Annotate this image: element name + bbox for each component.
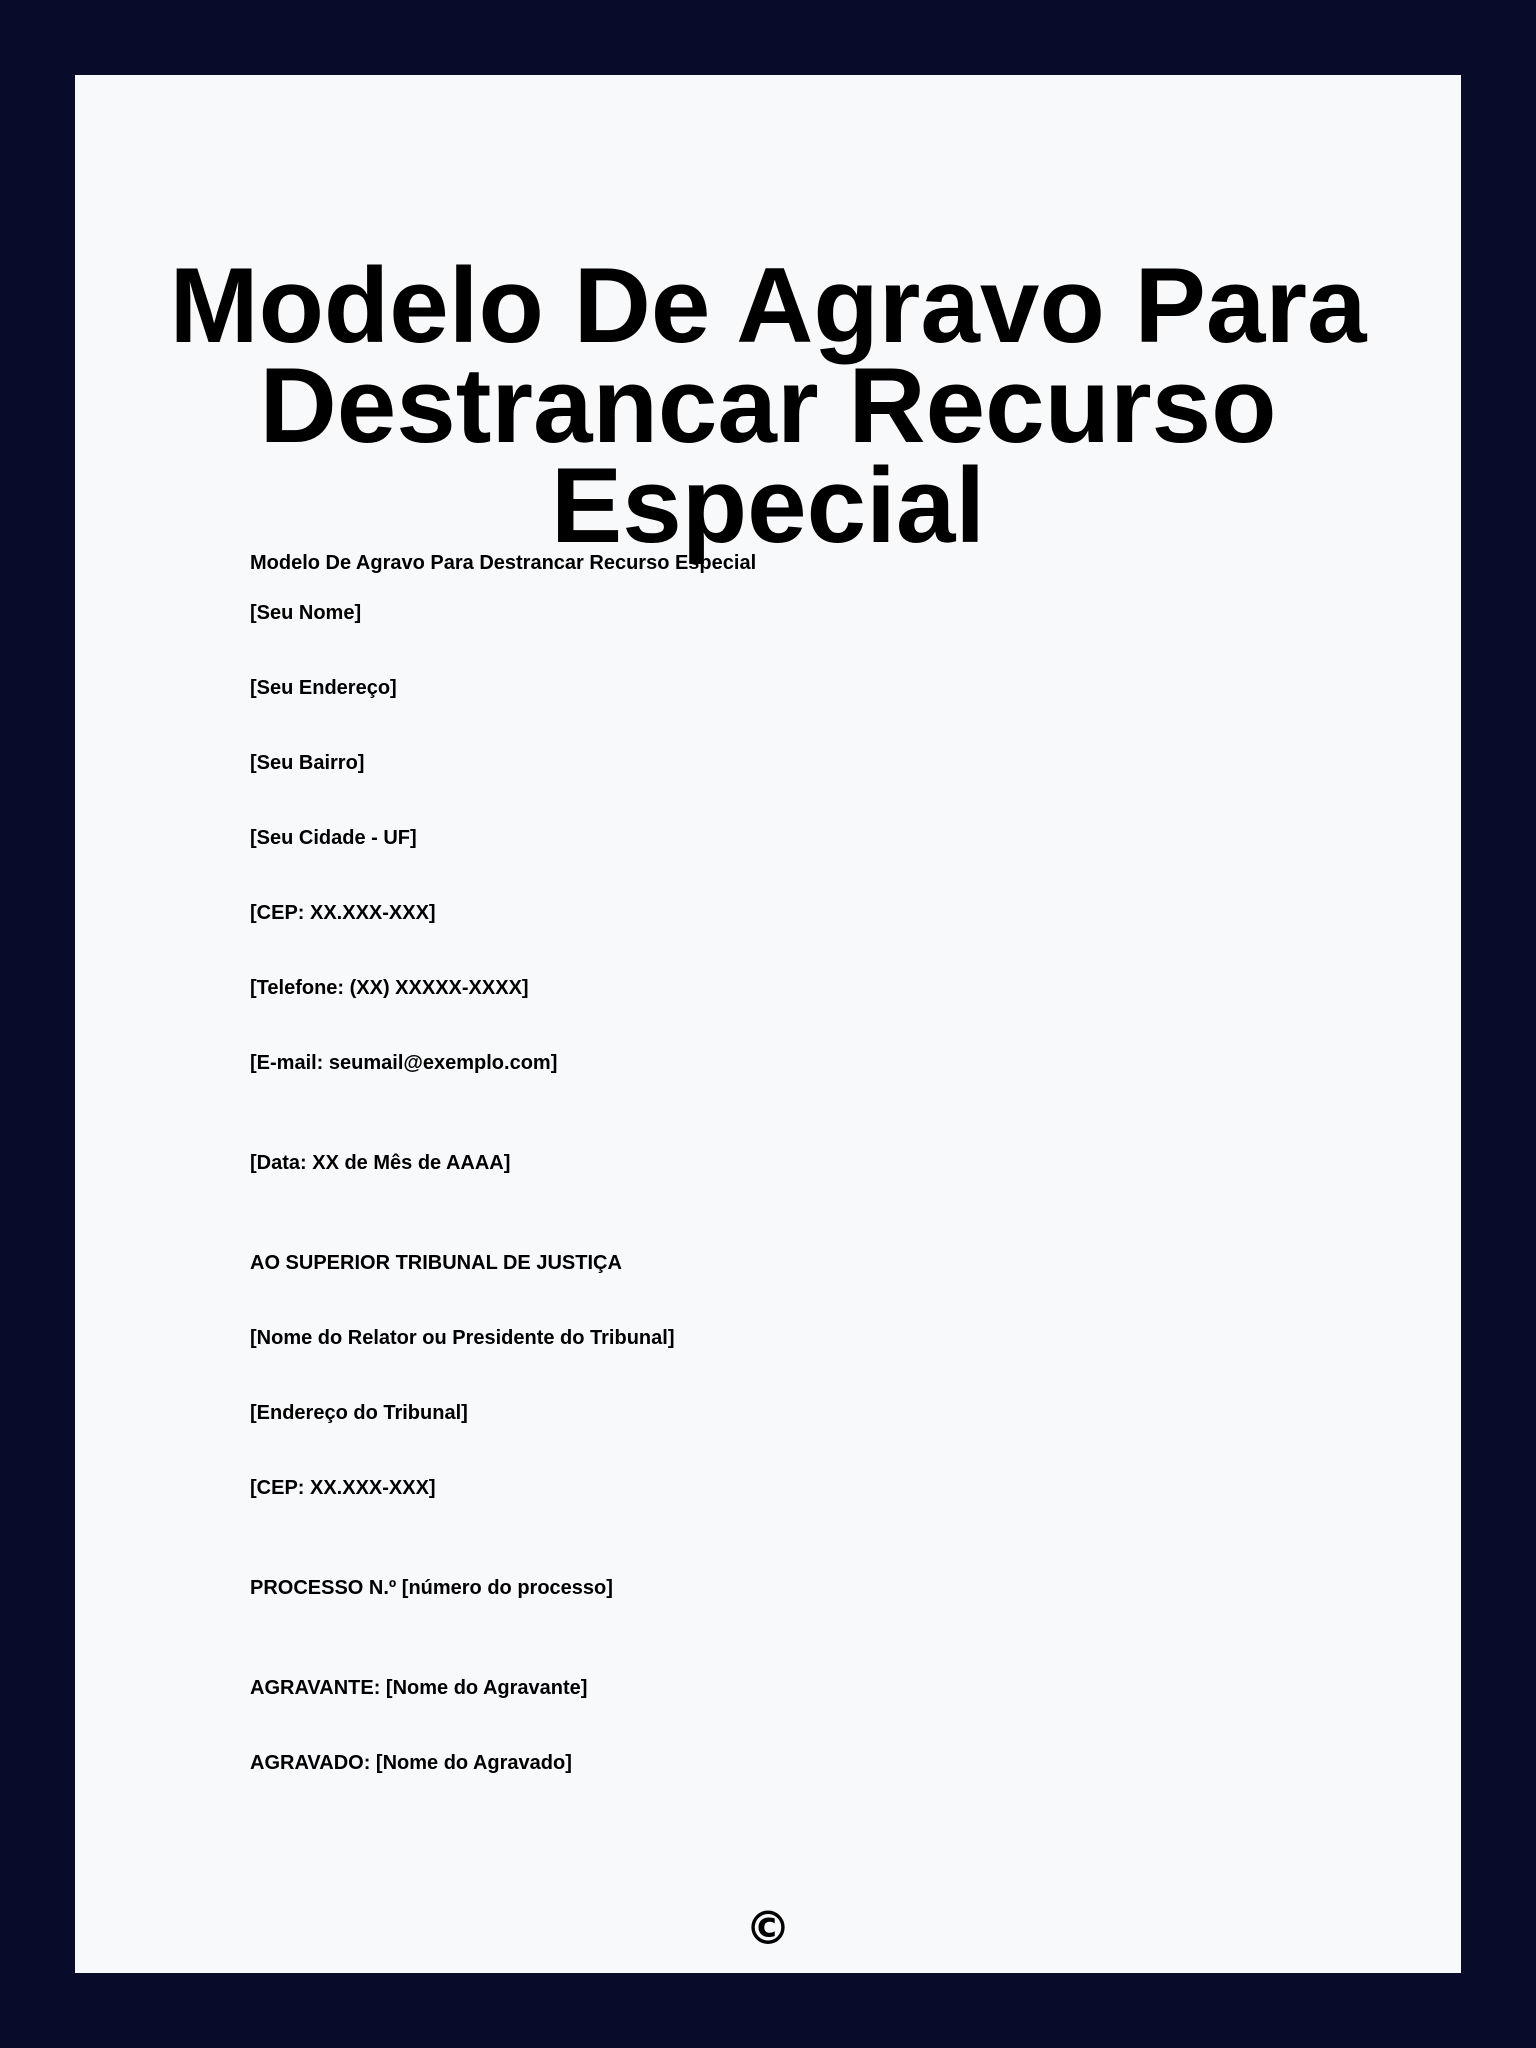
document-heading: Modelo De Agravo Para Destrancar Recurso Especial (250, 552, 757, 574)
process-number: PROCESSO N.º [número do processo] (250, 1577, 613, 1599)
page-title: Modelo De Agravo Para Destrancar Recurso Especial (169, 245, 1367, 565)
appellant: AGRAVANTE: [Nome do Agravante] (250, 1677, 588, 1699)
sender-phone: [Telefone: (XX) XXXXX-XXXX] (250, 977, 529, 999)
sender-cep: [CEP: XX.XXX-XXX] (250, 902, 436, 924)
appellee: AGRAVADO: [Nome do Agravado] (250, 1752, 572, 1774)
court-rapporteur: [Nome do Relator ou Presidente do Tribunal] (250, 1327, 675, 1349)
court-cep: [CEP: XX.XXX-XXX] (250, 1477, 436, 1499)
sender-name: [Seu Nome] (250, 602, 362, 624)
sender-email: [E-mail: seumail@exemplo.com] (250, 1052, 558, 1074)
court-name: AO SUPERIOR TRIBUNAL DE JUSTIÇA (250, 1252, 622, 1274)
sender-address: [Seu Endereço] (250, 677, 397, 699)
document-date: [Data: XX de Mês de AAAA] (250, 1152, 511, 1174)
sender-city: [Seu Cidade - UF] (250, 827, 417, 849)
document-page (75, 75, 1461, 1973)
copyright-icon: © (745, 1901, 791, 1955)
court-address: [Endereço do Tribunal] (250, 1402, 468, 1424)
sender-neighborhood: [Seu Bairro] (250, 752, 365, 774)
